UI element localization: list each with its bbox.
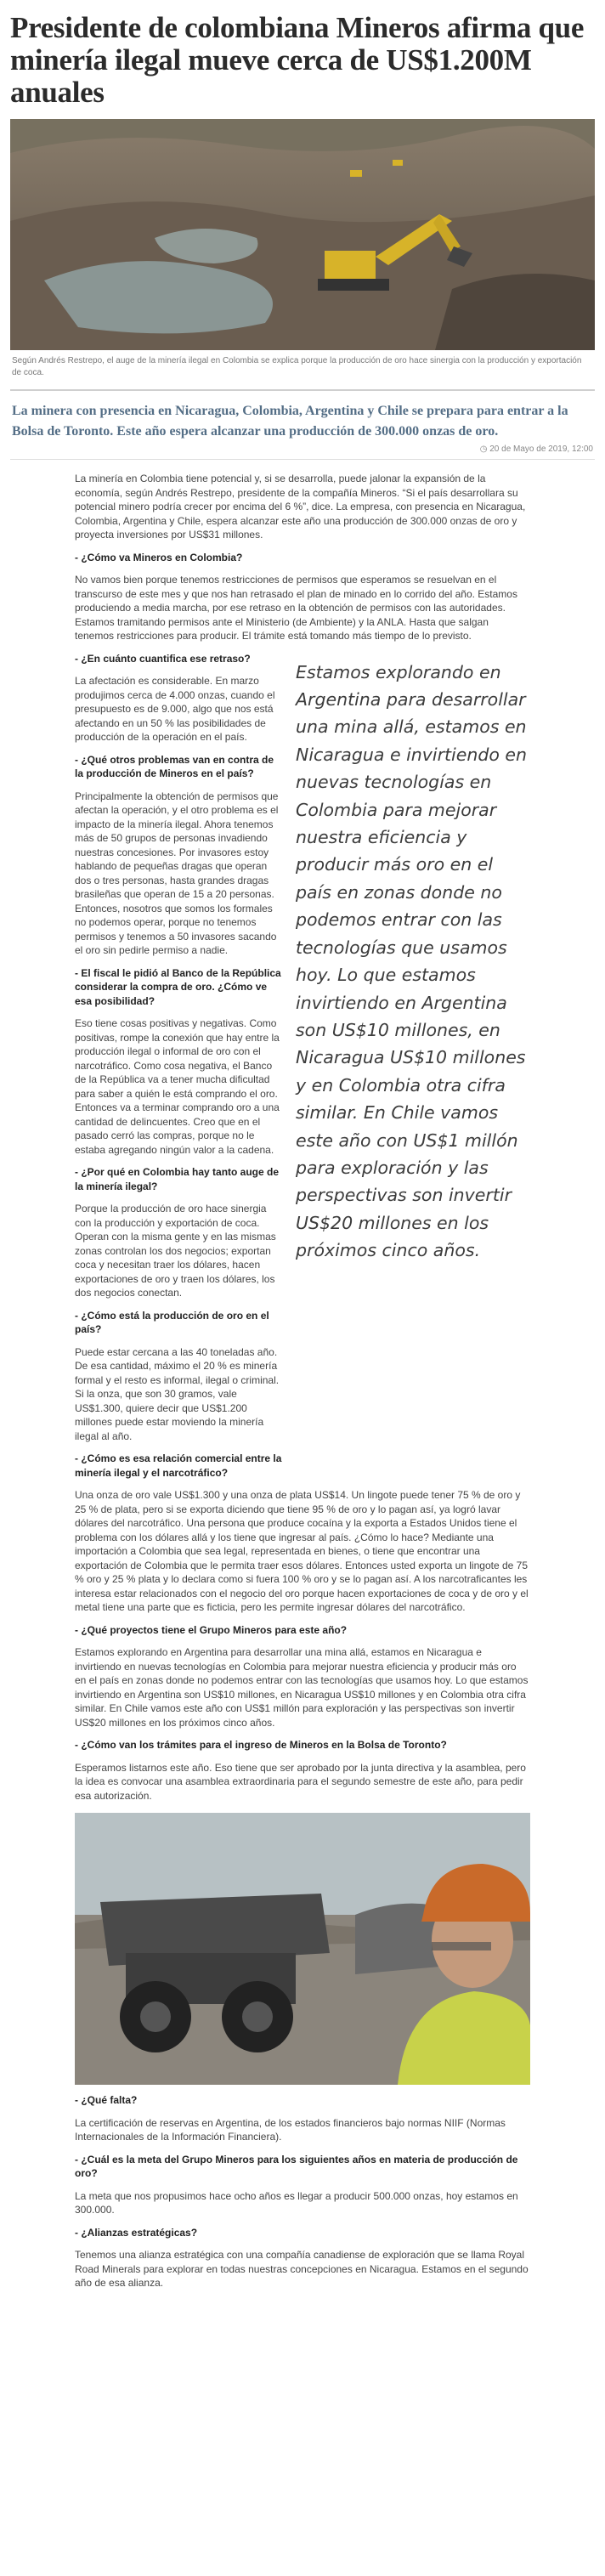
answer: La meta que nos propusimos hace ocho años es llegar a producir 500.000 onzas, hoy estamos en 300.000. — [75, 2189, 518, 2216]
article-headline: Presidente de colombiana Mineros afirma que minería ilegal mueve cerca de US$1.200M anuales — [10, 11, 585, 109]
two-column-section — [75, 643, 530, 1480]
answer: La certificación de reservas en Argentina, de los estados financieros bajo normas NIIF (Normas Internacionales de la Información Financiera). — [75, 2116, 506, 2143]
left-column — [75, 643, 283, 1480]
date-text: 20 de Mayo de 2019, 12:00 — [489, 444, 593, 454]
intro-paragraph: La minería en Colombia tiene potencial y, si se desarrolla, puede jalonar la expansión de la economía, según Andrés Restrepo, presidente de la compañía Mineros. “Si el país desarrollara su potencial minero podría crecer por encima del 6 %”, dice. La empresa, con presencia en Nicaragua, Colombia, Argentina y Chile, espera alcanzar este año una producción de 300.000 onzas de oro y proyecta inversiones por US$31 millones. — [75, 473, 526, 541]
photo-caption: Según Andrés Restrepo, el auge de la minería ilegal en Colombia se explica porque la producción de oro hace sinergia con la producción y exportación de coca. — [12, 356, 582, 377]
answer: Puede estar cercana a las 40 toneladas año. De esa cantidad, máximo el 20 % es minería formal y el resto es informal, ilegal o criminal. Si la onza, que son 30 gramos, vale US$1.300, quiere decir que US$1.200 millones puede estar moviendo la minería ilegal al año. — [75, 1345, 280, 1442]
question: - ¿Alianzas estratégicas? — [75, 2226, 198, 2239]
answer: La afectación es considerable. En marzo produjimos cerca de 4.000 onzas, cuando el presupuesto es de 9.000, algo que nos está afectando en un 50 % las posibilidades de producción de la operación en el país. — [75, 675, 275, 744]
lead-block — [10, 389, 595, 460]
answer: Estamos explorando en Argentina para desarrollar una mina allá, estamos en Nicaragua e invirtiendo en nuevas tecnologías en Colombia para mejorar nuestra eficiencia y producir más oro en el país en zonas donde no podemos entrar con las tecnologías que usamos hoy. Lo que estamos invirtiendo en Argentina son US$10 millones, en Nicaragua US$10 millones y en Colombia otra cifra similar. En Chile vamos este año con US$1 millón para exploración y las perspectivas son invertir US$20 millones en los próximos cinco años. — [75, 1646, 529, 1729]
publish-date — [12, 442, 593, 454]
answer: Eso tiene cosas positivas y negativas. Como positivas, rompe la conexión que hay entre la producción ilegal o informal de oro con el narcotráfico. Como cosa negativa, el Banco de la República va a tener mucha dificultad para saber a quién le está comprando el oro. Entonces va a terminar comprando oro a una cantidad de delincuentes. Creo que en el pasado cerró las compras, porque no le estaba agregando ningún valor a la cadena. — [75, 1017, 280, 1156]
answer: Tenemos una alianza estratégica con una compañía canadiense de exploración que se llama Royal Road Minerals para explorar en todas nuestras concepciones en Nicaragua. Estamos en el segundo año de esa alianza. — [75, 2249, 529, 2290]
mining-photo — [10, 119, 595, 350]
question: - ¿Cómo van los trámites para el ingreso de Mineros en la Bolsa de Toronto? — [75, 1739, 447, 1752]
question: - ¿Qué falta? — [75, 2094, 138, 2107]
lead-text: La minera con presencia en Nicaragua, Colombia, Argentina y Chile se prepara para entrar a la Bolsa de Toronto. Este año espera alcanzar una producción de 300.000 onzas de oro. — [12, 404, 568, 439]
question: - ¿Qué otros problemas van en contra de la producción de Mineros en el país? — [75, 753, 274, 780]
clock-icon: ◷ — [479, 444, 488, 454]
pull-quote: Estamos explorando en Argentina para desarrollar una mina allá, estamos en Nicaragua e invirtiendo en nuevas tecnologías en Colombia para mejorar nuestra eficiencia y producir más oro en el país en zonas donde no podemos entrar con las tecnologías que usamos hoy. Lo que estamos invirtiendo en Argentina son US$10 millones, en Nicaragua US$10 millones y en Colombia otra cifra similar. En Chile vamos este año con US$1 millón para exploración y las perspectivas son invertir US$20 millones en los próximos cinco años. — [296, 661, 528, 1261]
answer: No vamos bien porque tenemos restricciones de permisos que esperamos se resuelvan en el transcurso de este mes y que nos han retrasado el plan de minado en lo corrido del año. Estamos produciendo a media marcha, por ese retraso en la obtención de permisos con las autoridades. Estamos tramitando permisos ante el Ministerio (de Ambiente) y la ANLA. Hasta que salgan tenemos restricciones para producir. El trámite está tomando más tiempo de lo previsto. — [75, 574, 517, 643]
question: - ¿Cuál es la meta del Grupo Mineros para los siguientes años en materia de producción de oro? — [75, 2153, 518, 2180]
question: - ¿Cómo está la producción de oro en el país? — [75, 1309, 269, 1336]
question: - ¿En cuánto cuantifica ese retraso? — [75, 652, 251, 665]
truck-photo — [75, 1813, 530, 2085]
article-body — [0, 472, 605, 2290]
question: - El fiscal le pidió al Banco de la República considerar la compra de oro. ¿Cómo ve esa posibilidad? — [75, 966, 281, 1007]
question: - ¿Por qué en Colombia hay tanto auge de la minería ilegal? — [75, 1166, 280, 1192]
answer: Porque la producción de oro hace sinergia con la producción y exportación de coca. Operan con la misma gente y en las mismas zonas controlan los dos negocios; exportan coca y necesitan traer los dólares, hacen exportaciones de oro y traen los dólares, los dos negocios conectan. — [75, 1203, 276, 1299]
answer: Principalmente la obtención de permisos que afectan la operación, y el otro problema es el impacto de la minería ilegal. Ahora tenemos más de 50 grupos de personas invadiendo nuestras concesiones. Por invasores estoy hablando de pequeñas dragas que operan dos o tres personas, hasta grandes dragas brasileñas que operan de 15 a 20 personas. Entonces, nosotros que somos los formales no podemos operar, porque no tenemos permisos y tenemos a 50 invasores sacando el oro sin pedirle permiso a nadie. — [75, 790, 279, 957]
question: - ¿Cómo es esa relación comercial entre la minería ilegal y el narcotráfico? — [75, 1452, 282, 1479]
question: - ¿Cómo va Mineros en Colombia? — [75, 551, 243, 563]
answer: Una onza de oro vale US$1.300 y una onza de plata US$14. Un lingote puede tener 75 % de oro y 25 % de plata, pero si se exporta diciendo que tiene 95 % de oro y lo pagan así, ya logró lavar dólares del narcotráfico. Una persona que produce cocaína y la exporta a Estados Unidos tiene el problema con los dólares allá y los tiene que ingresar al país. ¿Cómo lo hace? Mediante una importación a Colombia que sea legal, representada en bienes, o tiene que encontrar una exportación de Colombia que le permita traer esos dólares. Entonces usted exporta un lingote de 75 % oro y 25 % plata y lo declara como si fuera 100 % oro y se lo pagan así. A los narcotraficantes les interesa estar relacionados con el negocio del oro porque hacen exportaciones de coca y de oro y el metal tiene una parte que es ficticia, pero les permite ingresar dólares del narcotráfico. — [75, 1489, 529, 1614]
right-column — [296, 643, 530, 1480]
question: - ¿Qué proyectos tiene el Grupo Mineros para este año? — [75, 1623, 348, 1636]
answer: Esperamos listarnos este año. Eso tiene que ser aprobado por la junta directiva y la asamblea, pero la idea es convocar una asamblea extraordinaria para el segundo semestre de este año, para pedir esa autorización. — [75, 1761, 526, 1802]
